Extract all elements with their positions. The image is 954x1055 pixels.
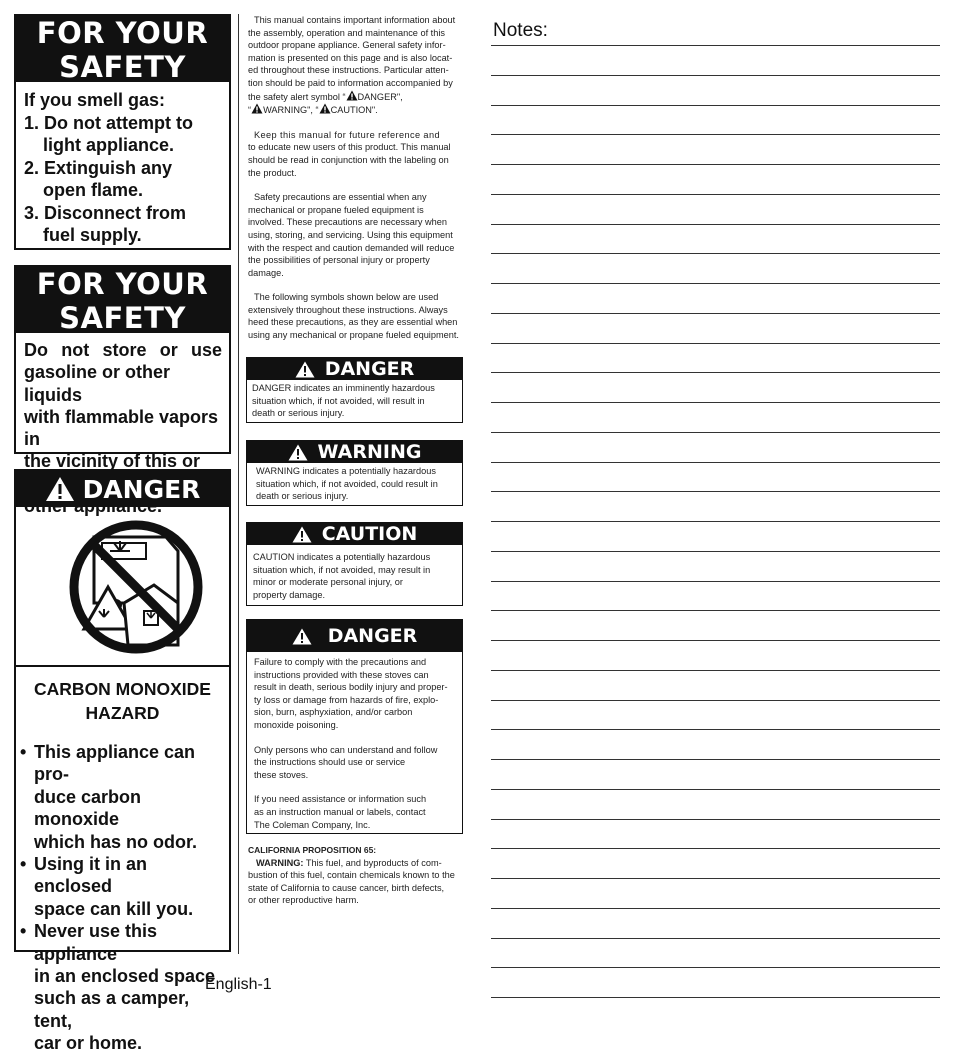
- warning-label: [246, 440, 463, 506]
- prop65-warning-label: WARNING:: [256, 857, 304, 868]
- list-item: 3. Disconnect from fuel supply.: [24, 202, 187, 245]
- stove-danger-paragraph: Failure to comply with the precautions and instructions provided with these stoves can result in death, serious bodily injury and proper- ty loss or damage from hazards of fire, explo- sion, burn, asphyxiation, and/or carbon monoxide poisoning.: [254, 657, 448, 730]
- safety-box-title: FOR YOUR SAFETY: [16, 16, 229, 82]
- note-line: [491, 819, 940, 820]
- safety-box-flammable: [14, 265, 231, 472]
- note-line: [491, 224, 940, 225]
- prop65-notice: CALIFORNIA PROPOSITION 65: WARNING: This fuel, and byproducts of com- bustion of this fuel, contain chemicals known to the state of California to cause cancer, birth defects, or other reproductive harm.: [248, 844, 464, 907]
- safety-alert-icon: [319, 103, 331, 114]
- warning-label-header: WARNING: [247, 441, 462, 463]
- intro-paragraph-2: Keep this manual for future reference and to educate new users of this product. This manual should be read in conjunction with the labeling on the product.: [248, 129, 451, 178]
- warning-triangle-icon: [292, 628, 312, 645]
- intro-paragraph-1: This manual contains important information about the assembly, operation and maintenance of this outdoor propane appliance. General safety infor- mation is presented on this page and is also locat- ed throughout these instructions. Particular atten- tion should be paid to information accompanied by the safety alert symbol “ DANGER", “ WARNING", “ CAUTION".: [248, 14, 464, 117]
- stove-danger-box: [246, 619, 463, 834]
- intro-paragraph-3: Safety precautions are essential when any mechanical or propane fueled equipment is involved. These precautions are necessary when using, storing, and servicing. Using this equipment with the respect and caution demanded will reduce the possibilities of personal injury or property damage.: [248, 192, 455, 278]
- note-line: [491, 45, 940, 46]
- note-line: [491, 908, 940, 909]
- list-item: 2. Extinguish any open flame.: [24, 157, 173, 200]
- note-line: [491, 372, 940, 373]
- danger-label: [246, 357, 463, 423]
- list-item: • This appliance can pro- duce carbon monoxide which has no odor.: [20, 742, 198, 852]
- list-item: 1. Do not attempt to light appliance.: [24, 112, 194, 155]
- no-enclosed-space-pictogram: [16, 507, 229, 667]
- note-line: [491, 938, 940, 939]
- note-line: [491, 848, 940, 849]
- danger-header: DANGER: [16, 471, 229, 507]
- gas-smell-instructions: [16, 82, 229, 247]
- warning-triangle-icon: [288, 444, 308, 461]
- stove-danger-paragraph: If you need assistance or information such as an instruction manual or labels, contact The Coleman Company, Inc.: [254, 794, 427, 830]
- note-line: [491, 521, 940, 522]
- safety-symbol-line: “ WARNING", “ CAUTION".: [248, 105, 378, 116]
- danger-co-box: [14, 469, 231, 1054]
- note-line: [491, 640, 940, 641]
- note-line: [491, 581, 940, 582]
- danger-label-text: DANGER indicates an imminently hazardous situation which, if not avoided, will result in death or serious injury.: [252, 383, 435, 419]
- safety-box-gas-smell: [14, 14, 231, 250]
- list-item: • Using it in an enclosed space can kill you.: [20, 854, 194, 919]
- caution-label-text: CAUTION indicates a potentially hazardous situation which, if not avoided, may result in minor or moderate personal injury, or property damage.: [253, 552, 431, 600]
- note-line: [491, 551, 940, 552]
- page-number: English-1: [205, 976, 272, 993]
- note-line: [491, 670, 940, 671]
- safety-symbol-line: the safety alert symbol “ DANGER",: [248, 91, 403, 102]
- note-line: [491, 789, 940, 790]
- note-line: [491, 134, 940, 135]
- warning-triangle-icon: [295, 361, 315, 378]
- flammable-warning-text: Do not store or use gasoline or other liquids with flammable vapors in the vicinity of this or: [24, 340, 222, 472]
- note-line: [491, 313, 940, 314]
- caution-label: [246, 522, 463, 606]
- note-line: [491, 194, 940, 195]
- note-line: [491, 75, 940, 76]
- note-line: [491, 164, 940, 165]
- caution-label-header: CAUTION: [247, 523, 462, 545]
- note-line: [491, 967, 940, 968]
- danger-label-header: DANGER: [247, 358, 462, 380]
- note-line: [491, 759, 940, 760]
- note-line: [491, 997, 940, 998]
- co-hazard-bullets: [16, 725, 229, 1055]
- warning-triangle-icon: [292, 526, 312, 543]
- note-line: [491, 610, 940, 611]
- stove-danger-paragraph: Only persons who can understand and follow the instructions should use or service these stoves.: [254, 744, 438, 780]
- co-hazard-heading: CARBON MONOXIDE HAZARD: [34, 679, 211, 723]
- note-line: [491, 729, 940, 730]
- notes-title: Notes:: [493, 20, 548, 41]
- gas-smell-intro: If you smell gas:: [24, 90, 166, 110]
- intro-paragraph-4: The following symbols shown below are used extensively throughout these instructions. Always heed these precautions, as they are essential when using any mechanical or propane fueled equipment.: [248, 292, 459, 341]
- note-line: [491, 402, 940, 403]
- note-line: [491, 253, 940, 254]
- stove-danger-header: DANGER: [247, 620, 462, 652]
- column-divider: [238, 14, 239, 954]
- note-line: [491, 700, 940, 701]
- note-line: [491, 105, 940, 106]
- note-line: [491, 343, 940, 344]
- warning-triangle-icon: [45, 476, 75, 502]
- stove-danger-text: [247, 652, 462, 835]
- prop65-first-line: WARNING: This fuel, and byproducts of com-: [256, 857, 442, 868]
- prop65-heading: CALIFORNIA PROPOSITION 65:: [248, 845, 377, 855]
- note-line: [491, 432, 940, 433]
- note-line: [491, 491, 940, 492]
- note-line: [491, 462, 940, 463]
- safety-alert-icon: [346, 90, 358, 101]
- note-line: [491, 878, 940, 879]
- safety-box-title: FOR YOUR SAFETY: [16, 267, 229, 333]
- warning-label-text: WARNING indicates a potentially hazardous situation which, if not avoided, could result in death or serious injury.: [256, 466, 438, 502]
- note-line: [491, 283, 940, 284]
- co-hazard-text: [16, 667, 229, 1055]
- intro-text: [248, 14, 464, 342]
- list-item: • Never use this appliance in an enclosed space such as a camper, tent, car or home.: [20, 921, 216, 1054]
- no-camper-tent-home-icon: [16, 507, 229, 665]
- safety-alert-icon: [251, 103, 263, 114]
